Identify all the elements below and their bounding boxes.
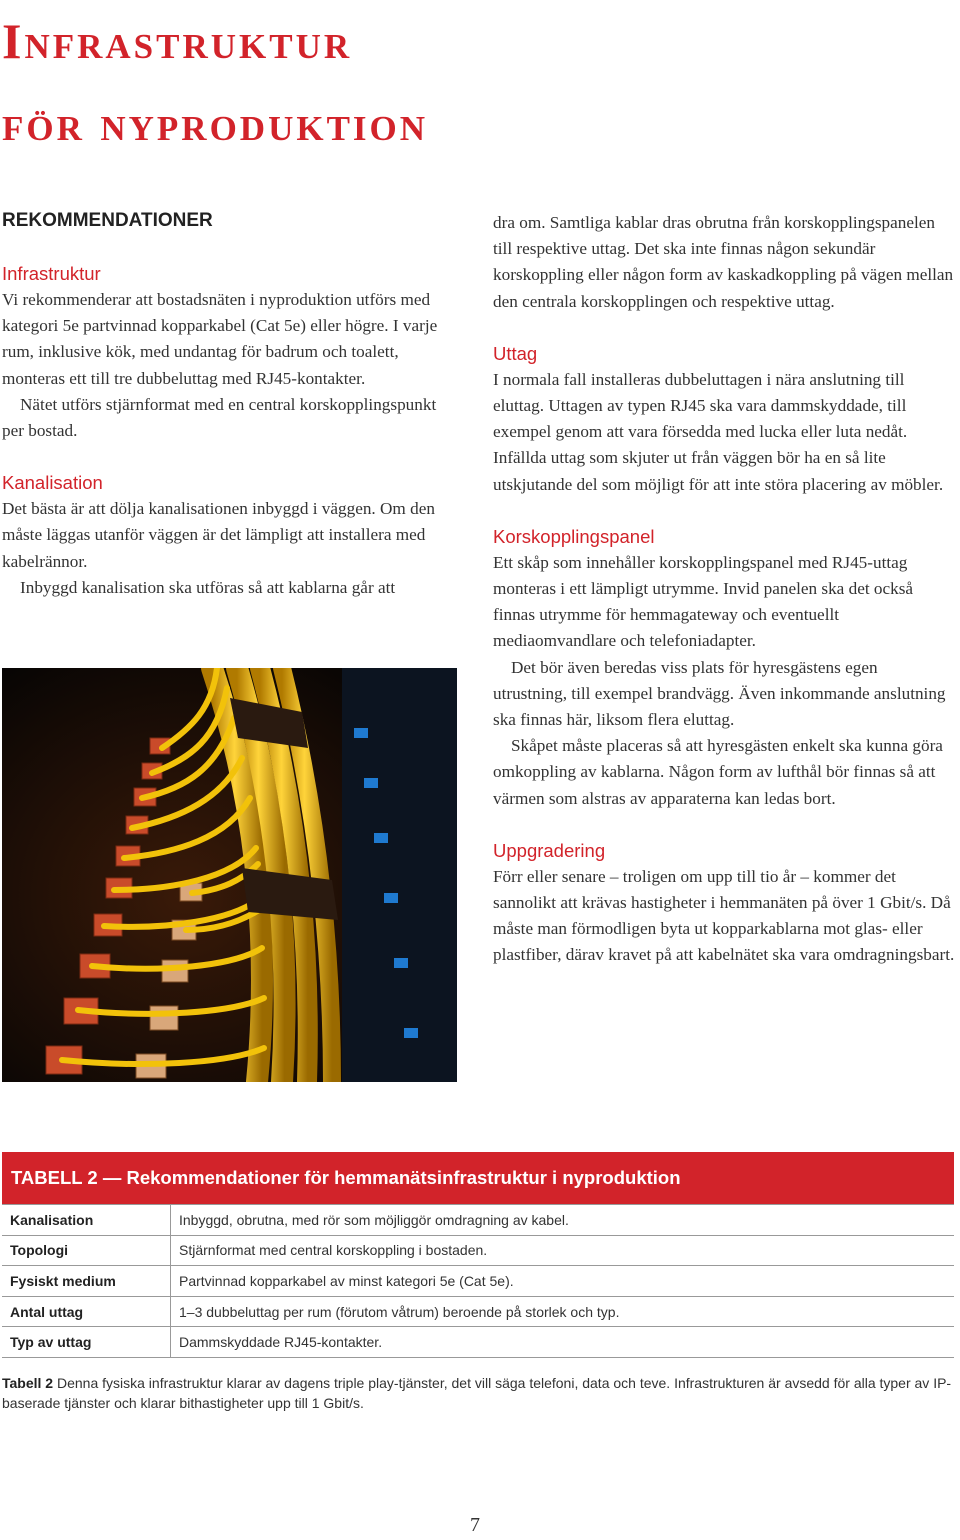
left-column — [2, 210, 458, 601]
infrastruktur-paragraph-1: Vi rekommenderar att bostadsnäten i nyproduktion utförs med kategori 5e partvinnad kopparkabel (Cat 5e) eller högre. I varje rum, inklusive kök, med undantag för badrum och toalett, monteras ett till tre dubbeluttag med RJ45-kontakter. — [2, 290, 438, 388]
korskopplingspanel-paragraph-2: Det bör även beredas viss plats för hyresgästens egen utrustning, till exempel brandvägg. Även inkommande anslutning ska finnas här, liksom flera eluttag. — [493, 657, 946, 730]
table-body — [2, 1204, 954, 1358]
table-caption — [2, 1374, 954, 1413]
table-row — [2, 1327, 954, 1358]
table-row-value: Partvinnad kopparkabel av minst kategori 5e (Cat 5e). — [171, 1266, 955, 1297]
table-row — [2, 1296, 954, 1327]
korskopplingspanel-paragraph-3: Skåpet måste placeras så att hyresgästen enkelt ska kunna göra omkoppling av kablarna. Någon form av lufthål bör finnas så att värmen som alstras av apparaterna kan ledas bort. — [493, 736, 943, 808]
table-row-key: Topologi — [2, 1235, 171, 1266]
page-number: 7 — [470, 1514, 480, 1536]
right-column — [493, 210, 955, 969]
table-row-value: Inbyggd, obrutna, med rör som möjliggör omdragning av kabel. — [171, 1205, 955, 1236]
uppgradering-heading: Uppgradering — [493, 839, 606, 861]
table-row-value: Dammskyddade RJ45-kontakter. — [171, 1327, 955, 1358]
infrastruktur-heading: Infrastruktur — [2, 263, 101, 284]
patch-panel-cables-image — [2, 668, 457, 1082]
table-row-key: Typ av uttag — [2, 1327, 171, 1358]
table-row — [2, 1205, 954, 1236]
table-row — [2, 1235, 954, 1266]
page-title-line-2: för nyproduktion — [2, 95, 429, 151]
table-row-value: 1–3 dubbeluttag per rum (förutom våtrum) beroende på storlek och typ. — [171, 1296, 955, 1327]
patch-panel-photo — [2, 668, 457, 1082]
table-row-key: Fysiskt medium — [2, 1266, 171, 1297]
kanalisation-paragraph-1: Det bästa är att dölja kanalisationen inbyggd i väggen. Om den måste läggas utanför väggen är det lämpligt att installera med kabelrännor. — [2, 499, 435, 571]
caption-text: Denna fysiska infrastruktur klarar av dagens triple play-tjänster, det vill säga telefoni, data och teve. Infrastrukturen är avsedd för alla typer av IP-baserade tjänster och klarar bithastigheter upp till 1 Gbit/s. — [2, 1375, 952, 1411]
infrastruktur-paragraph-2: Nätet utförs stjärnformat med en central korskopplingspunkt per bostad. — [2, 394, 437, 441]
table-row — [2, 1266, 954, 1297]
uttag-heading: Uttag — [493, 342, 538, 364]
kanalisation-heading: Kanalisation — [2, 472, 103, 494]
continuation-paragraph: dra om. Samtliga kablar dras obrutna från korskopplingspanelen till respektive uttag. Det ska inte finnas någon sekundär korskoppling eller någon form av kaskadkoppling på vägen mellan den centrala korskopplingen och respektive uttag. — [493, 213, 954, 311]
table-row-key: Antal uttag — [2, 1296, 171, 1327]
recommendations-table — [2, 1152, 954, 1358]
table-row-key: Kanalisation — [2, 1205, 171, 1236]
korskopplingspanel-heading: Korskopplingspanel — [493, 525, 655, 547]
table-row-value: Stjärnformat med central korskoppling i bostaden. — [171, 1235, 955, 1266]
page-title-line-1: Infrastruktur — [2, 13, 353, 69]
page-title — [2, 0, 428, 164]
uttag-paragraph-1: I normala fall installeras dubbeluttagen i nära anslutning till eluttag. Uttagen av typen RJ45 ska vara dammskyddade, till exempel genom att vara försedda med lucka eller luta nedåt. Infällda uttag som skjuter ut från väggen bör ha en så lite utskjutande del som möjligt för att inte störa placering av möbler. — [493, 369, 944, 494]
kanalisation-paragraph-2: Inbyggd kanalisation ska utföras så att kablarna går att — [20, 577, 396, 597]
caption-label: Tabell 2 — [2, 1375, 54, 1391]
section-heading: REKOMMENDATIONER — [2, 210, 213, 231]
uppgradering-paragraph-1: Förr eller senare – troligen om upp till tio år – kommer det sannolikt att krävas hastigheter i hemmanäten på över 1 Gbit/s. Då måste man förmodligen byta ut kopparkablarna mot glas- eller plastfiber, därav kravet på att kabelnätet ska vara omdragningsbart. — [493, 866, 955, 965]
table-header: TABELL 2 — Rekommendationer för hemmanätsinfrastruktur i nyproduktion — [2, 1152, 954, 1204]
korskopplingspanel-paragraph-1: Ett skåp som innehåller korskopplingspanel med RJ45-uttag monteras i ett lämpligt utrymme. Invid panelen ska det också finnas utrymme för hemmagateway och eventuellt mediaomvandlare och telefoniadapter. — [493, 552, 914, 651]
